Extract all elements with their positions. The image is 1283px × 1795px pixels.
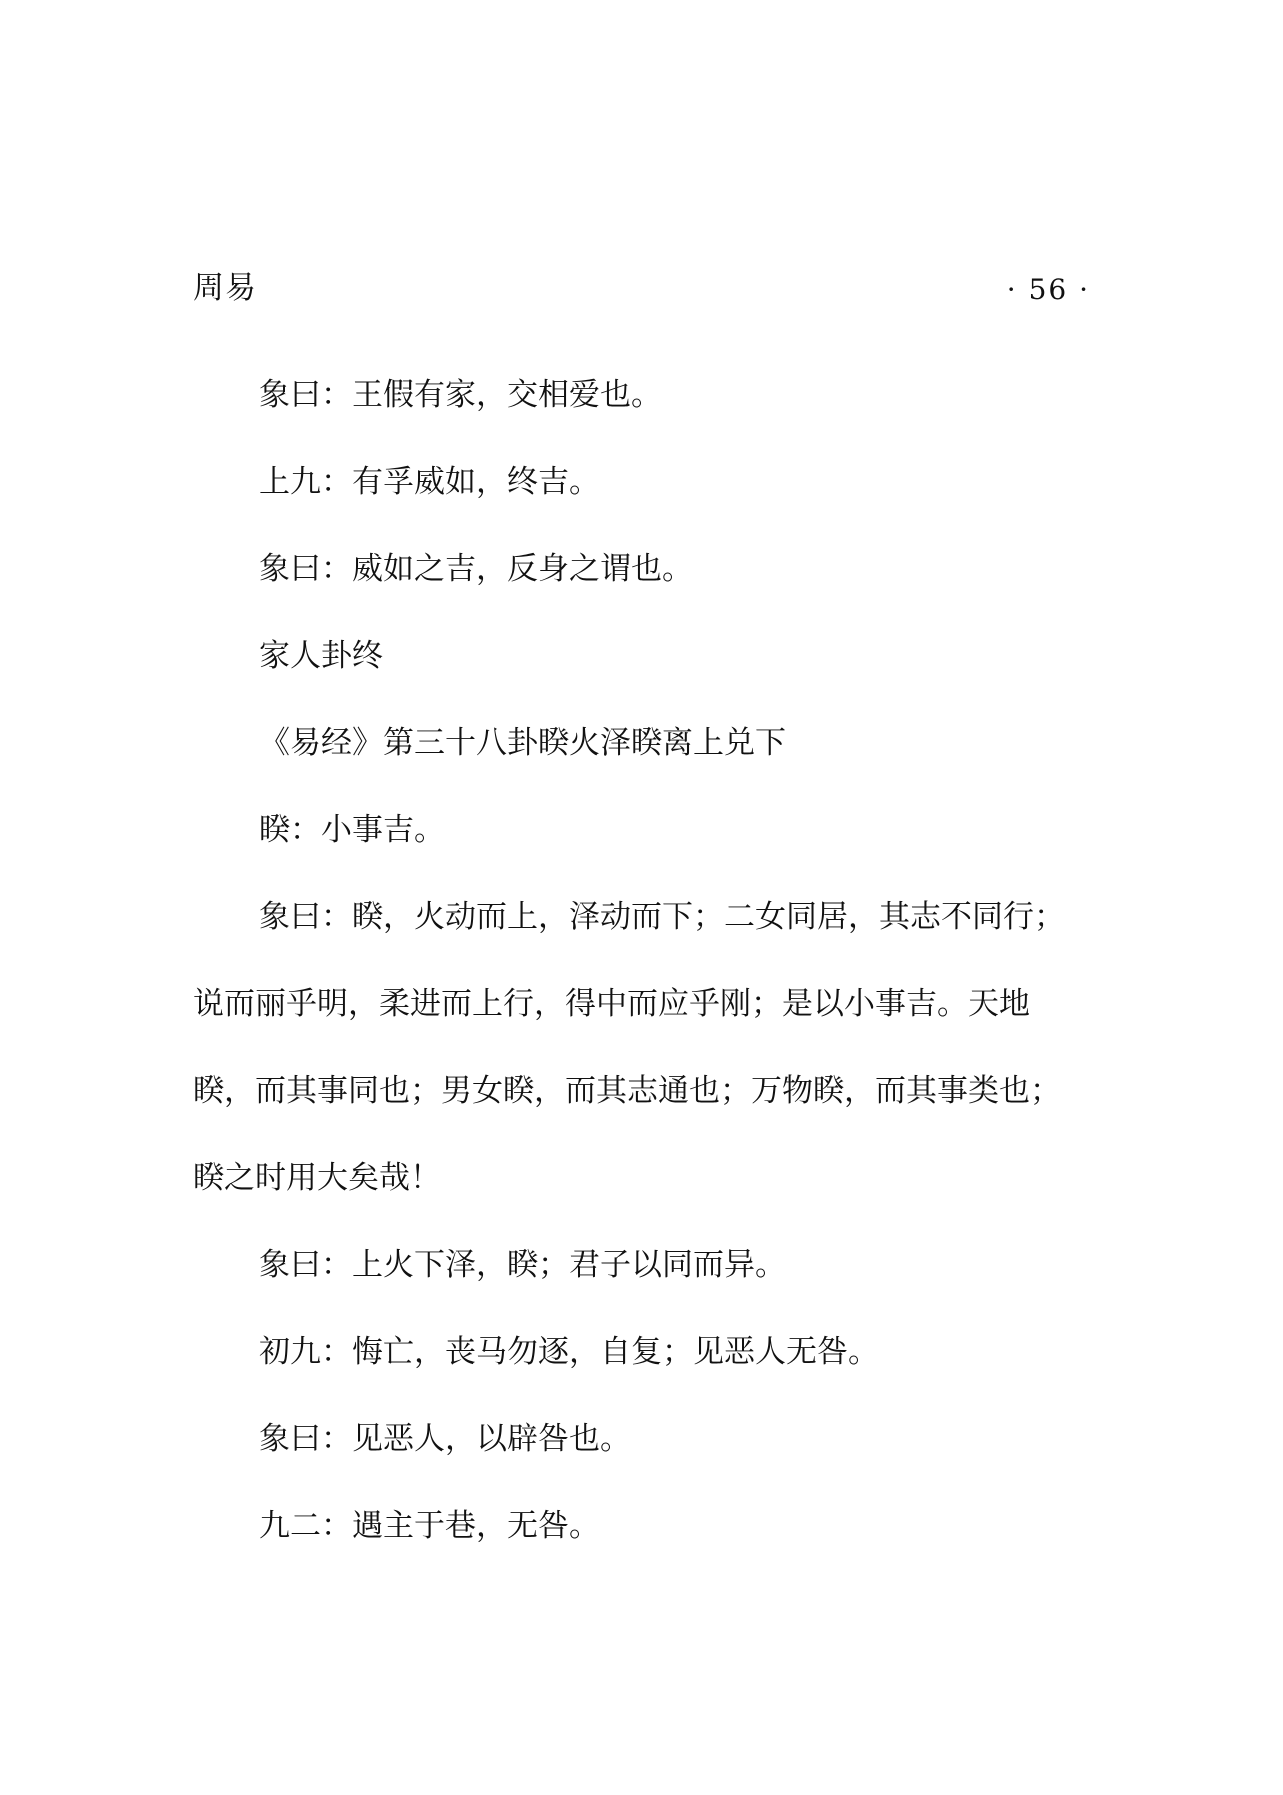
text-line: 《易经》第三十八卦睽火泽睽离上兑下: [259, 725, 786, 761]
text-line: 象曰：上火下泽，睽；君子以同而异。: [259, 1247, 786, 1283]
body-text: [193, 352, 1093, 1570]
text-line: 象曰：见恶人，以辟咎也。: [259, 1421, 631, 1457]
text-line: 初九：悔亡，丧马勿逐，自复；见恶人无咎。: [259, 1334, 879, 1370]
text-line: 象曰：睽，火动而上，泽动而下；二女同居，其志不同行；: [259, 899, 1065, 935]
text-line: 睽：小事吉。: [259, 812, 445, 848]
text-line: 家人卦终: [259, 638, 383, 674]
text-line: 上九：有孚威如，终吉。: [259, 464, 600, 500]
page-number: · 56 ·: [1006, 273, 1090, 306]
text-line: 九二：遇主于巷，无咎。: [259, 1508, 600, 1544]
text-line: 象曰：王假有家，交相爱也。: [259, 377, 662, 413]
text-line: 睽，而其事同也；男女睽，而其志通也；万物睽，而其事类也；: [193, 1073, 1061, 1109]
text-line: 睽之时用大矣哉！: [193, 1160, 441, 1196]
text-line: 象曰：威如之吉，反身之谓也。: [259, 551, 693, 587]
text-line: 说而丽乎明，柔进而上行，得中而应乎刚；是以小事吉。天地: [193, 986, 1030, 1022]
running-header-title: 周易: [193, 270, 257, 306]
